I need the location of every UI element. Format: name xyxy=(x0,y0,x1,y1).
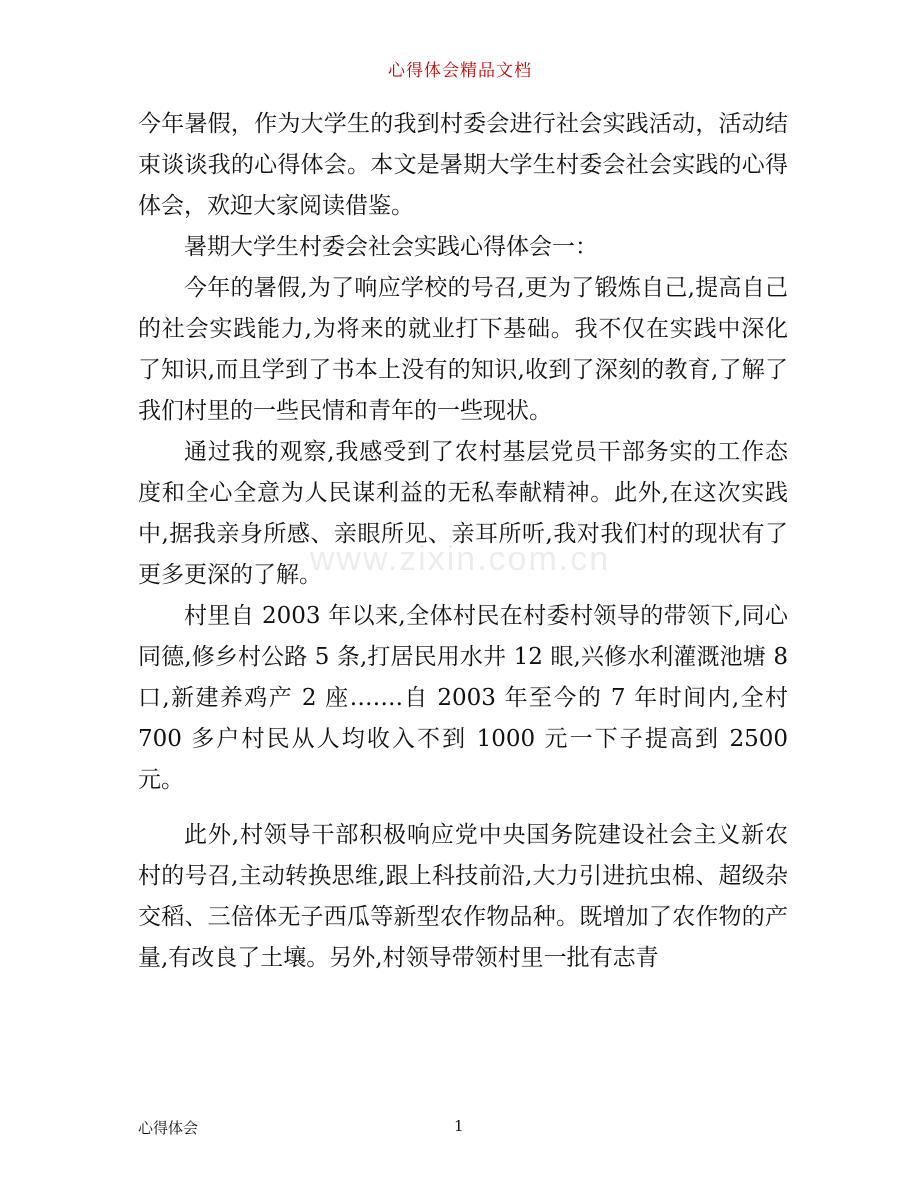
watermark: www.zixin.com.cn xyxy=(309,540,611,578)
page-number: 1 xyxy=(454,1117,464,1135)
document-body xyxy=(138,104,788,979)
paragraph-section-heading: 暑期大学生村委会社会实践心得体会一： xyxy=(184,234,598,260)
paragraph-body-2: 通过我的观察,我感受到了农村基层党员干部务实的工作态度和全心全意为人民谋利益的无私奉献精神。此外,在这次实践中,据我亲身所感、亲眼所见、亲耳所听,我对我们村的现状有了更多更深的了解。 xyxy=(138,439,788,588)
paragraph-body-1: 今年的暑假,为了响应学校的号召,更为了锻炼自己,提高自己的社会实践能力,为将来的就业打下基础。我不仅在实践中深化了知识,而且学到了书本上没有的知识,收到了深刻的教育,了解了我们村里的一些民情和青年的一些现状。 xyxy=(138,275,788,424)
document-header-title: 心得体会精品文档 xyxy=(388,61,532,81)
paragraph-intro: 今年暑假，作为大学生的我到村委会进行社会实践活动，活动结束谈谈我的心得体会。本文是暑期大学生村委会社会实践的心得体会，欢迎大家阅读借鉴。 xyxy=(138,111,788,219)
paragraph-body-3: 村里自 2003 年以来,全体村民在村委村领导的带领下,同心同德,修乡村公路 5 条,打居民用水井 12 眼,兴修水利灌溉池塘 8 口,新建养鸡产 2 座…….自 2003 年至今的 7 年时间内,全村 700 多户村民从人均收入不到 1000 元一下子提高到 2500 元。 xyxy=(138,603,788,793)
paragraph-body-4: 此外,村领导干部积极响应党中央国务院建设社会主义新农村的号召,主动转换思维,跟上科技前沿,大力引进抗虫棉、超级杂交稻、三倍体无子西瓜等新型农作物品种。既增加了农作物的产量,有改良了土壤。另外,村领导带领村里一批有志青 xyxy=(138,822,788,971)
footer-label: 心得体会 xyxy=(138,1119,199,1137)
